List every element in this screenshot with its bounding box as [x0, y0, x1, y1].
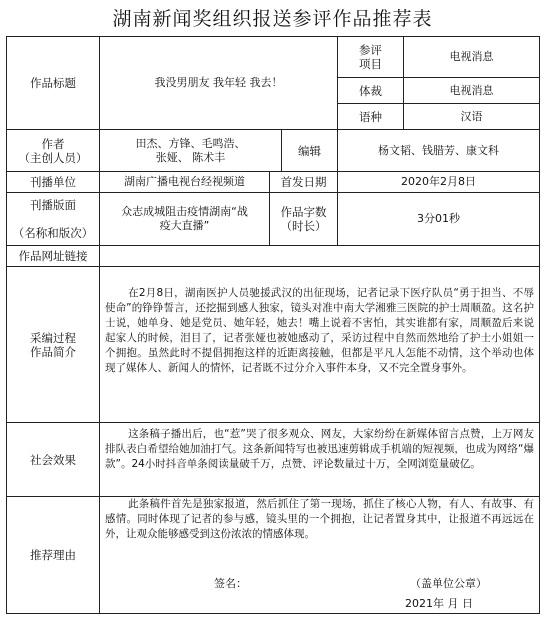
process-label: 采编过程 作品简介	[6, 266, 100, 423]
page-title: 湖南新闻奖组织报送参评作品推荐表	[112, 8, 433, 30]
effect-text: 这条稿子播出后，也“惹”哭了很多观众、网友，大家纷纷在新媒体留言点赞，上万网友排队表白希望给她加油打气。这条新闻特写也被迅速剪辑成手机端的短视频，也成为网络“爆款”。24小时抖音单条阅读量破千万，点赞、评论数量过十万，全网浏览量破亿。	[105, 428, 534, 470]
effect-text-block	[101, 427, 538, 472]
first-date-value: 2020年2月8日	[337, 171, 540, 193]
url-value	[99, 245, 540, 267]
url-label: 作品网址链接	[6, 245, 100, 267]
editors-value: 杨文韬、钱腊芳、康文科	[337, 129, 540, 172]
genre-label: 体裁	[337, 77, 404, 104]
reason-text-block	[101, 497, 538, 542]
genre-value: 电视消息	[403, 77, 540, 104]
first-date-label: 首发日期	[269, 171, 338, 193]
authors-value: 田杰、方锋、毛鸣浩、 张娅、 陈术丰	[99, 129, 282, 172]
publisher-value: 湖南广播电视台经视频道	[99, 171, 270, 193]
process-text: 在2月8日，湖南医护人员驰援武汉的出征现场，记者记录下医疗队员“勇于担当、不辱使命”的铮铮誓言，还挖掘到感人独家，镜头对准中南大学湘雅三医院的护士周顺盈。这名护士说，她单身、她是党员、她年轻，她去！嘴上说着不害怕，其实谁都有家，周顺盈后来说起家人的时候，泪目了，记者张娅也被她感动了，采访过程中自然而然地给了护士小姐姐一个拥抱。虽然此时不提倡拥抱这样的近距离接触，但都是平凡人怎能不动情，这个举动也体现了媒体人、新闻人的情怀，记者既不过分介入事件本身，又不完全置身事外。	[105, 287, 534, 374]
language-label: 语种	[337, 103, 404, 130]
process-text-block	[101, 286, 538, 376]
language-value: 汉语	[403, 103, 540, 130]
publisher-label: 刊播单位	[6, 171, 100, 193]
date-line: 2021年 月 日	[405, 597, 473, 610]
signature-label: 签名：	[214, 577, 247, 590]
duration-value: 3分01秒	[337, 192, 540, 246]
work-title-label: 作品标题	[6, 36, 100, 130]
work-title-value: 我没男朋友 我年轻 我去！	[99, 36, 338, 130]
reason-text: 此条稿件首先是独家报道，然后抓住了第一现场，抓住了核心人物，有人、有故事、有感情。同时体现了记者的参与感，镜头里的一个拥抱，让记者置身其中，让报道不再远远在外，让观众能够感受到这份浓浓的情感体现。	[105, 498, 534, 540]
seal-label: （盖单位公章）	[410, 577, 487, 590]
word-count-label: 作品字数 （时长）	[269, 192, 338, 246]
effect-label: 社会效果	[6, 422, 100, 497]
category-label: 参评 项目	[337, 36, 404, 78]
author-label: 作者 （主创人员）	[6, 129, 100, 172]
layout-label: 刊播版面 （名称和版次）	[6, 192, 100, 246]
editor-label: 编辑	[281, 129, 338, 172]
reason-label: 推荐理由	[6, 496, 100, 614]
layout-value: 众志成城阻击疫情湖南“战 疫大直播”	[99, 192, 270, 246]
category-value: 电视消息	[403, 36, 540, 78]
